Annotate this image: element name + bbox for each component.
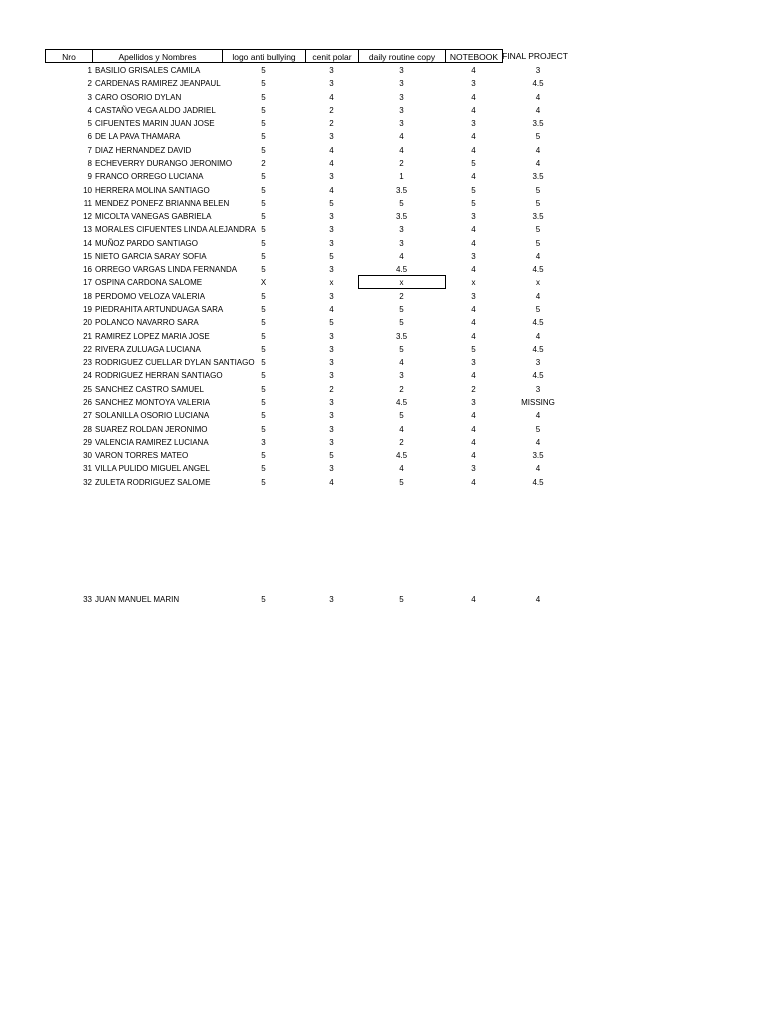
cell-name[interactable]: JUAN MANUEL MARIN [95,595,180,604]
cell-notebook[interactable]: 4 [471,238,476,248]
cell-name[interactable]: DIAZ HERNANDEZ DAVID [95,145,192,155]
cell-logo[interactable]: 5 [261,92,266,102]
table-row [0,130,768,143]
cell-nro[interactable]: 9 [87,172,92,182]
cell-daily[interactable]: 4 [399,358,404,368]
cell-final[interactable]: 4.5 [532,79,544,89]
cell-name[interactable]: MENDEZ PONEFZ BRIANNA BELEN [95,198,230,208]
cell-nro[interactable]: 33 [83,595,92,604]
cell-name[interactable]: ECHEVERRY DURANGO JERONIMO [95,158,233,168]
cell-daily[interactable]: 5 [399,198,404,208]
cell-daily[interactable]: 3.5 [395,185,408,195]
cell-nro[interactable]: 23 [83,358,92,368]
cell-nro[interactable]: 7 [87,145,92,155]
cell-notebook[interactable]: 5 [471,198,476,208]
cell-logo[interactable]: 5 [261,251,266,261]
cell-final[interactable]: 5 [535,198,541,208]
cell-daily[interactable]: 2 [399,437,404,447]
cell-daily[interactable]: 4.5 [395,451,408,461]
cell-cenit[interactable]: 2 [329,105,334,115]
cell-daily[interactable]: 5 [399,477,404,487]
cell-final[interactable]: 3.5 [532,451,544,461]
cell-daily[interactable]: 3 [399,119,404,129]
cell-logo[interactable]: 5 [261,185,266,195]
cell-daily[interactable]: 3.5 [395,212,408,222]
cell-logo[interactable]: 5 [261,198,266,208]
cell-name[interactable]: RIVERA ZULUAGA LUCIANA [95,344,201,354]
header-notebook[interactable]: NOTEBOOK [445,49,503,63]
cell-daily[interactable]: 5 [399,344,404,354]
cell-name[interactable]: PIEDRAHITA ARTUNDUAGA SARA [95,305,224,315]
cell-cenit[interactable]: 4 [329,477,334,487]
cell-nro[interactable]: 15 [83,251,92,261]
cell-final[interactable]: MISSING [521,398,555,407]
cell-final[interactable]: 4 [535,105,541,115]
cell-daily[interactable]: 3 [399,238,404,248]
cell-name[interactable]: RAMIREZ LOPEZ MARIA JOSE [95,331,210,341]
cell-logo[interactable]: 5 [261,398,266,407]
cell-logo[interactable]: 5 [261,212,266,222]
cell-notebook[interactable]: 4 [471,331,476,341]
cell-final[interactable]: 4 [535,158,541,168]
cell-nro[interactable]: 20 [83,318,92,328]
table-row [0,184,768,197]
cell-nro[interactable]: 17 [83,278,92,288]
table-row [0,383,768,396]
cell-daily[interactable]: 4.5 [395,265,408,275]
cell-cenit[interactable]: 5 [329,251,334,261]
cell-notebook[interactable]: 4 [471,477,476,487]
cell-notebook[interactable]: 4 [471,145,476,155]
cell-nro[interactable]: 13 [83,225,92,235]
cell-daily[interactable]: 4 [399,251,404,261]
cell-cenit[interactable]: 4 [329,185,334,195]
cell-final[interactable]: 4 [535,145,541,155]
cell-notebook[interactable]: 4 [471,371,476,381]
cell-logo[interactable]: 2 [261,158,266,168]
cell-notebook[interactable]: 3 [471,358,476,368]
table-row [0,64,768,77]
cell-nro[interactable]: 4 [87,105,92,115]
cell-nro[interactable]: 26 [83,398,92,407]
cell-logo[interactable]: 5 [261,305,266,315]
cell-cenit[interactable]: 3 [329,398,334,407]
cell-notebook[interactable]: 4 [471,451,476,461]
cell-final[interactable]: 4.5 [532,265,544,275]
cell-notebook[interactable]: 3 [471,79,476,89]
cell-notebook[interactable]: 3 [471,251,476,261]
cell-daily[interactable]: 3 [399,92,404,102]
table-row [0,290,768,303]
cell-daily[interactable]: 3 [399,371,404,381]
cell-logo[interactable]: 5 [261,358,266,368]
table-row [0,436,768,449]
cell-cenit[interactable]: 2 [329,384,334,394]
table-row [0,369,768,382]
cell-nro[interactable]: 25 [83,384,92,394]
cell-nro[interactable]: 28 [83,424,92,434]
cell-final[interactable]: 4 [535,411,541,421]
cell-logo[interactable]: 5 [261,291,266,301]
cell-final[interactable]: 4 [535,437,541,447]
cell-logo[interactable]: 5 [261,265,266,275]
cell-final[interactable]: 5 [535,225,541,235]
cell-cenit[interactable]: 3 [329,595,334,604]
cell-name[interactable]: VILLA PULIDO MIGUEL ANGEL [95,464,210,474]
cell-cenit[interactable]: 3 [329,66,334,75]
cell-notebook[interactable]: 3 [471,398,476,407]
cell-daily[interactable]: 4 [399,464,404,474]
cell-daily[interactable]: 2 [399,384,404,394]
table-row [0,449,768,462]
cell-name[interactable]: VALENCIA RAMIREZ LUCIANA [95,437,209,447]
header-cenit-polar[interactable]: cenit polar [305,49,359,63]
cell-notebook[interactable]: 4 [471,105,476,115]
cell-daily[interactable]: 3 [399,79,404,89]
cell-final[interactable]: 3.5 [532,172,544,182]
cell-daily[interactable]: 2 [399,158,404,168]
cell-daily[interactable]: 5 [399,411,404,421]
cell-nro[interactable]: 1 [87,66,92,75]
cell-daily[interactable]: 3 [399,105,404,115]
cell-logo[interactable]: 5 [261,477,266,487]
cell-final[interactable]: 4.5 [532,318,544,328]
cell-notebook[interactable]: 5 [471,185,476,195]
cell-cenit[interactable]: 3 [329,464,334,474]
cell-nro[interactable]: 6 [87,132,92,142]
table-row [0,197,768,210]
table-row [0,117,768,130]
cell-final[interactable]: 3 [535,384,541,394]
cell-name[interactable]: CASTAÑO VEGA ALDO JADRIEL [95,105,216,115]
cell-final[interactable]: 5 [535,185,541,195]
cell-nro[interactable]: 31 [83,464,92,474]
cell-daily[interactable]: 4 [399,132,404,142]
cell-logo[interactable]: X [260,278,267,288]
header-logo-anti-bullying[interactable]: logo anti bullying [222,49,306,63]
cell-nro[interactable]: 22 [83,344,92,354]
cell-final[interactable]: x [536,278,540,288]
cell-daily[interactable]: 3.5 [395,331,408,341]
cell-cenit[interactable]: x [329,278,334,288]
cell-nro[interactable]: 8 [87,158,92,168]
cell-nro[interactable]: 18 [83,291,92,301]
cell-cenit[interactable]: 3 [329,225,334,235]
cell-notebook[interactable]: x [471,278,476,288]
cell-cenit[interactable]: 3 [329,424,334,434]
cell-name[interactable]: MORALES CIFUENTES LINDA ALEJANDRA [95,225,256,235]
cell-notebook[interactable]: 4 [471,318,476,328]
table-row [0,104,768,117]
cell-nro[interactable]: 27 [83,411,92,421]
cell-daily[interactable]: 5 [399,305,404,315]
cell-name[interactable]: MICOLTA VANEGAS GABRIELA [95,212,212,222]
cell-name[interactable]: PERDOMO VELOZA VALERIA [95,291,206,301]
cell-nro[interactable]: 14 [83,238,92,248]
cell-name[interactable]: DE LA PAVA THAMARA [95,132,181,142]
header-daily-routine-copy[interactable]: daily routine copy [358,49,446,63]
table-row [0,423,768,436]
cell-name[interactable]: CIFUENTES MARIN JUAN JOSE [95,119,215,129]
table-row [0,263,768,276]
cell-cenit[interactable]: 3 [329,238,334,248]
cell-daily[interactable]: 4 [399,424,404,434]
cell-name[interactable]: ORREGO VARGAS LINDA FERNANDA [95,265,238,275]
cell-logo[interactable]: 5 [261,66,266,75]
table-row [0,396,768,409]
table-row [0,237,768,250]
cell-name[interactable]: SANCHEZ MONTOYA VALERIA [95,398,211,407]
cell-daily[interactable]: 3 [399,225,404,235]
cell-nro[interactable]: 29 [83,437,92,447]
cell-name[interactable]: FRANCO ORREGO LUCIANA [95,172,204,182]
cell-logo[interactable]: 5 [261,331,266,341]
cell-final[interactable]: 4.5 [532,344,544,354]
cell-name[interactable]: ZULETA RODRIGUEZ SALOME [95,477,211,487]
table-row [0,170,768,183]
cell-daily[interactable]: 3 [399,66,404,75]
table-row [0,157,768,170]
cell-name[interactable]: RODRIGUEZ HERRAN SANTIAGO [95,371,223,381]
cell-cenit[interactable]: 3 [329,172,334,182]
table-row [0,476,768,489]
cell-logo[interactable]: 5 [261,424,266,434]
cell-final[interactable]: 5 [535,305,541,315]
cell-name[interactable]: SUAREZ ROLDAN JERONIMO [95,424,208,434]
cell-name[interactable]: SOLANILLA OSORIO LUCIANA [95,411,210,421]
table-row [0,330,768,343]
cell-logo[interactable]: 5 [261,464,266,474]
cell-logo[interactable]: 3 [261,437,266,447]
cell-logo[interactable]: 5 [261,105,266,115]
cell-cenit[interactable]: 3 [329,437,334,447]
cell-daily[interactable]: 4.5 [395,398,408,407]
header-names[interactable]: Apellidos y Nombres [92,49,223,63]
cell-final[interactable]: 3 [535,358,541,368]
table-row [0,462,768,475]
cell-notebook[interactable]: 4 [471,437,476,447]
cell-notebook[interactable]: 2 [471,384,476,394]
cell-notebook[interactable]: 4 [471,305,476,315]
cell-notebook[interactable]: 3 [471,464,476,474]
cell-cenit[interactable]: 3 [329,358,334,368]
cell-name[interactable]: RODRIGUEZ CUELLAR DYLAN SANTIAGO [95,358,255,368]
cell-name[interactable]: CARO OSORIO DYLAN [95,92,182,102]
cell-final[interactable]: 4.5 [532,477,544,487]
cell-name[interactable]: BASILIO GRISALES CAMILA [95,66,201,75]
cell-notebook[interactable]: 4 [471,132,476,142]
cell-final[interactable]: 4 [535,251,541,261]
table-row [0,91,768,104]
cell-name[interactable]: SANCHEZ CASTRO SAMUEL [95,384,204,394]
cell-final[interactable]: 4 [535,595,541,604]
cell-notebook[interactable]: 4 [471,92,476,102]
cell-nro[interactable]: 19 [83,305,92,315]
cell-name[interactable]: HERRERA MOLINA SANTIAGO [95,185,210,195]
cell-final[interactable]: 4 [535,92,541,102]
cell-final[interactable]: 4 [535,291,541,301]
cell-name[interactable]: VARON TORRES MATEO [95,451,189,461]
cell-notebook[interactable]: 5 [471,158,476,168]
cell-final[interactable]: 4.5 [532,371,544,381]
cell-logo[interactable]: 5 [261,172,266,182]
cell-cenit[interactable]: 3 [329,411,334,421]
cell-final[interactable]: 5 [535,424,541,434]
table-row [0,210,768,223]
cell-final[interactable]: 3.5 [532,212,544,222]
cell-nro[interactable]: 2 [87,79,92,89]
cell-logo[interactable]: 5 [261,225,266,235]
cell-name[interactable]: NIETO GARCIA SARAY SOFIA [95,251,207,261]
cell-notebook[interactable]: 3 [471,212,476,222]
cell-cenit[interactable]: 3 [329,212,334,222]
table-row [0,276,768,289]
cell-notebook[interactable]: 4 [471,66,476,75]
header-nro[interactable]: Nro [45,49,93,63]
cell-logo[interactable]: 5 [261,411,266,421]
table-row [0,356,768,369]
cell-nro[interactable]: 21 [83,331,92,341]
cell-name[interactable]: POLANCO NAVARRO SARA [95,318,199,328]
table-row [0,144,768,157]
cell-cenit[interactable]: 4 [329,92,334,102]
cell-notebook[interactable]: 3 [471,119,476,129]
cell-daily[interactable]: 5 [399,595,404,604]
cell-notebook[interactable]: 4 [471,424,476,434]
cell-nro[interactable]: 10 [83,185,92,195]
cell-logo[interactable]: 5 [261,318,266,328]
cell-logo[interactable]: 5 [261,371,266,381]
cell-logo[interactable]: 5 [261,384,266,394]
cell-nro[interactable]: 30 [83,451,92,461]
cell-cenit[interactable]: 3 [329,79,334,89]
cell-logo[interactable]: 5 [261,132,266,142]
cell-final[interactable]: 4 [535,331,541,341]
cell-final[interactable]: 4 [535,464,541,474]
cell-logo[interactable]: 5 [261,145,266,155]
cell-cenit[interactable]: 3 [329,265,334,275]
table-row [0,343,768,356]
cell-name[interactable]: OSPINA CARDONA SALOME [95,278,203,288]
cell-cenit[interactable]: 5 [329,318,334,328]
table-row [0,409,768,422]
cell-notebook[interactable]: 5 [471,344,476,354]
cell-logo[interactable]: 5 [261,344,266,354]
cell-cenit[interactable]: 4 [329,145,334,155]
cell-logo[interactable]: 5 [261,79,266,89]
cell-final[interactable]: 5 [535,238,541,248]
table-row [0,303,768,316]
cell-cenit[interactable]: 4 [329,158,334,168]
cell-daily[interactable]: 4 [399,145,404,155]
table-row [0,316,768,329]
cell-logo[interactable]: 5 [261,595,266,604]
cell-cenit[interactable]: 3 [329,331,334,341]
table-row-extra [0,593,768,606]
cell-notebook[interactable]: 4 [471,265,476,275]
cell-nro[interactable]: 3 [87,92,92,102]
cell-logo[interactable]: 5 [261,238,266,248]
cell-daily[interactable]: 5 [399,318,404,328]
table-row [0,77,768,90]
cell-logo[interactable]: 5 [261,119,266,129]
cell-notebook[interactable]: 3 [471,291,476,301]
cell-cenit[interactable]: 2 [329,119,334,129]
cell-daily[interactable]: 2 [399,291,404,301]
cell-final[interactable]: 5 [535,132,541,142]
table-row [0,250,768,263]
cell-name[interactable]: CARDENAS RAMIREZ JEANPAUL [95,79,221,89]
cell-cenit[interactable]: 3 [329,371,334,381]
cell-cenit[interactable]: 5 [329,198,334,208]
cell-nro[interactable]: 32 [83,477,92,487]
cell-nro[interactable]: 16 [83,265,92,275]
cell-final[interactable]: 3 [535,66,541,75]
table-row [0,223,768,236]
cell-final[interactable]: 3.5 [532,119,544,129]
cell-logo[interactable]: 5 [261,451,266,461]
cell-notebook[interactable]: 4 [471,411,476,421]
cell-nro[interactable]: 11 [83,198,92,208]
header-final-project[interactable]: FINAL PROJECT [502,51,568,61]
cell-name[interactable]: MUÑOZ PARDO SANTIAGO [95,238,198,248]
cell-cenit[interactable]: 4 [329,305,334,315]
cell-nro[interactable]: 24 [83,371,92,381]
cell-daily[interactable]: x [399,278,404,288]
cell-cenit[interactable]: 3 [329,291,334,301]
cell-cenit[interactable]: 5 [329,451,334,461]
cell-daily[interactable]: 1 [399,172,404,182]
cell-nro[interactable]: 12 [83,212,92,222]
cell-notebook[interactable]: 4 [471,172,476,182]
cell-cenit[interactable]: 3 [329,344,334,354]
cell-notebook[interactable]: 4 [471,595,476,604]
cell-notebook[interactable]: 4 [471,225,476,235]
cell-cenit[interactable]: 3 [329,132,334,142]
cell-nro[interactable]: 5 [87,119,92,129]
